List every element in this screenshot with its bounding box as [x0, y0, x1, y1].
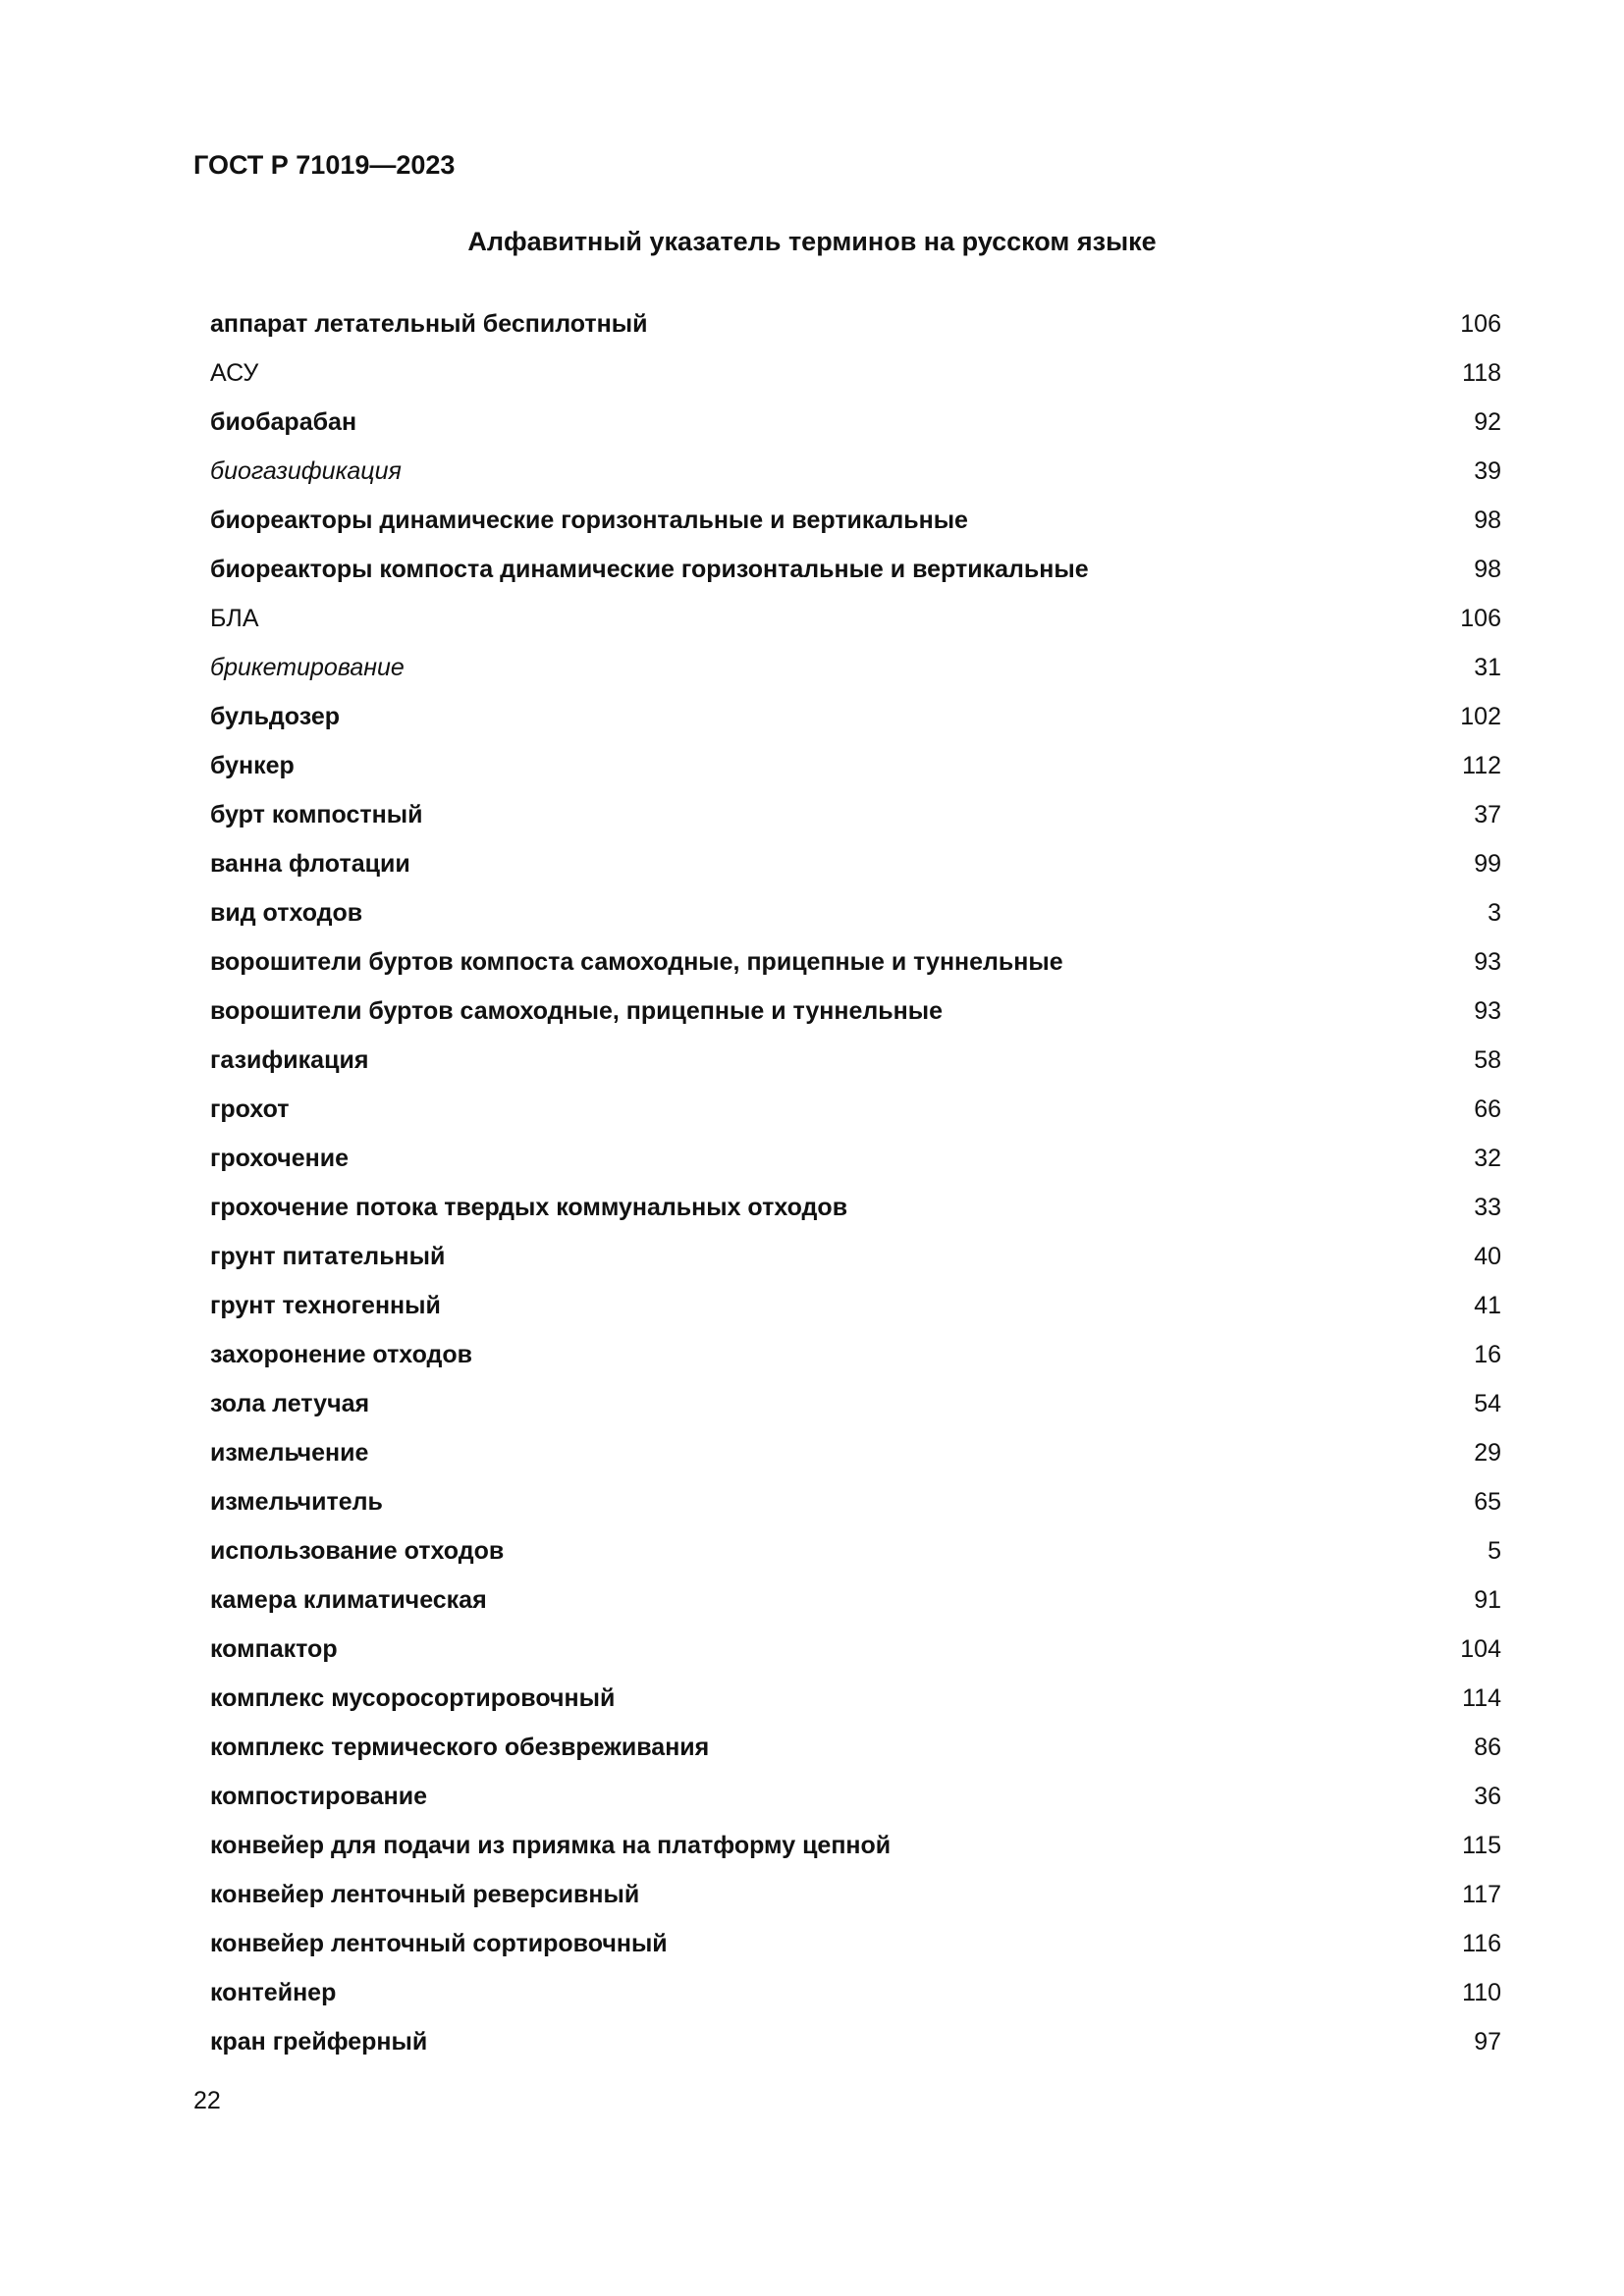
index-term-number: 31 — [1474, 654, 1501, 681]
index-entry — [210, 790, 1501, 839]
index-entry — [210, 1036, 1501, 1085]
index-term: ванна флотации — [210, 850, 410, 878]
index-term-number: 118 — [1462, 359, 1501, 387]
index-term-number: 91 — [1474, 1586, 1501, 1614]
index-entry — [210, 496, 1501, 545]
index-term-number: 39 — [1474, 457, 1501, 485]
index-term: использование отходов — [210, 1537, 505, 1565]
index-entry — [210, 1379, 1501, 1428]
index-entry — [210, 937, 1501, 987]
index-term-number: 92 — [1474, 408, 1501, 436]
index-entry — [210, 1085, 1501, 1134]
index-term: грохочение потока твердых коммунальных отходов — [210, 1194, 848, 1221]
index-term: измельчение — [210, 1439, 369, 1467]
index-term-number: 93 — [1474, 948, 1501, 976]
index-term: кран грейферный — [210, 2028, 428, 2056]
index-term: грунт питательный — [210, 1243, 446, 1270]
index-term-number: 3 — [1488, 899, 1501, 927]
index-term-number: 54 — [1474, 1390, 1501, 1417]
index-term: контейнер — [210, 1979, 337, 2006]
term-index-list — [210, 299, 1501, 2066]
index-entry — [210, 1428, 1501, 1477]
index-entry — [210, 545, 1501, 594]
index-term: бульдозер — [210, 703, 341, 730]
index-entry — [210, 839, 1501, 888]
index-term: бурт компостный — [210, 801, 423, 828]
index-term: конвейер ленточный реверсивный — [210, 1881, 640, 1908]
index-entry — [210, 1674, 1501, 1723]
index-term: брикетирование — [210, 654, 405, 681]
index-title: Алфавитный указатель терминов на русском языке — [467, 227, 1157, 256]
index-entry — [210, 1330, 1501, 1379]
index-term-number: 117 — [1462, 1881, 1501, 1908]
index-entry — [210, 1723, 1501, 1772]
index-term: компактор — [210, 1635, 338, 1663]
index-term: камера климатическая — [210, 1586, 487, 1614]
index-term-number: 16 — [1474, 1341, 1501, 1368]
index-term-number: 41 — [1474, 1292, 1501, 1319]
index-term-number: 104 — [1460, 1635, 1501, 1663]
page-number: 22 — [193, 2087, 221, 2114]
index-term-number: 116 — [1462, 1930, 1501, 1957]
index-entry — [210, 1772, 1501, 1821]
index-term-number: 58 — [1474, 1046, 1501, 1074]
index-term-number: 29 — [1474, 1439, 1501, 1467]
index-term: комплекс термического обезвреживания — [210, 1734, 710, 1761]
index-term: конвейер для подачи из приямка на платформу цепной — [210, 1832, 892, 1859]
index-term: грунт техногенный — [210, 1292, 441, 1319]
index-term: компостирование — [210, 1783, 428, 1810]
index-term: газификация — [210, 1046, 369, 1074]
index-term-number: 97 — [1474, 2028, 1501, 2056]
index-term: вид отходов — [210, 899, 363, 927]
index-entry — [210, 1183, 1501, 1232]
index-term-number: 114 — [1462, 1684, 1501, 1712]
index-term: комплекс мусоросортировочный — [210, 1684, 616, 1712]
index-term-number: 86 — [1474, 1734, 1501, 1761]
index-term: АСУ — [210, 359, 259, 387]
index-term: биореакторы динамические горизонтальные и вертикальные — [210, 507, 968, 534]
index-term: биореакторы компоста динамические горизонтальные и вертикальные — [210, 556, 1089, 583]
index-term-number: 112 — [1462, 752, 1501, 779]
index-term-number: 98 — [1474, 507, 1501, 534]
index-term-number: 110 — [1462, 1979, 1501, 2006]
index-term-number: 93 — [1474, 997, 1501, 1025]
index-term-number: 32 — [1474, 1145, 1501, 1172]
index-term: конвейер ленточный сортировочный — [210, 1930, 668, 1957]
index-entry — [210, 1477, 1501, 1526]
index-entry — [210, 1575, 1501, 1625]
index-entry — [210, 692, 1501, 741]
index-entry — [210, 447, 1501, 496]
index-entry — [210, 1968, 1501, 2017]
index-entry — [210, 1526, 1501, 1575]
index-entry — [210, 398, 1501, 447]
index-term: зола летучая — [210, 1390, 370, 1417]
index-entry — [210, 643, 1501, 692]
index-entry — [210, 1625, 1501, 1674]
index-entry — [210, 594, 1501, 643]
index-term: биобарабан — [210, 408, 357, 436]
index-entry — [210, 1281, 1501, 1330]
index-term-number: 5 — [1488, 1537, 1501, 1565]
index-term-number: 106 — [1460, 310, 1501, 338]
index-term: биогазификация — [210, 457, 402, 485]
index-term-number: 99 — [1474, 850, 1501, 878]
index-term-number: 102 — [1460, 703, 1501, 730]
index-term-number: 33 — [1474, 1194, 1501, 1221]
index-term: ворошители буртов компоста самоходные, прицепные и туннельные — [210, 948, 1063, 976]
index-entry — [210, 987, 1501, 1036]
index-entry — [210, 1821, 1501, 1870]
index-term-number: 40 — [1474, 1243, 1501, 1270]
index-entry — [210, 741, 1501, 790]
index-term: бункер — [210, 752, 295, 779]
index-term: ворошители буртов самоходные, прицепные и туннельные — [210, 997, 943, 1025]
index-term: грохот — [210, 1095, 290, 1123]
index-term-number: 106 — [1460, 605, 1501, 632]
index-term-number: 36 — [1474, 1783, 1501, 1810]
index-term: захоронение отходов — [210, 1341, 473, 1368]
index-entry — [210, 1919, 1501, 1968]
index-term: аппарат летательный беспилотный — [210, 310, 648, 338]
document-code: ГОСТ Р 71019—2023 — [193, 150, 456, 180]
index-entry — [210, 1232, 1501, 1281]
index-term-number: 98 — [1474, 556, 1501, 583]
index-entry — [210, 2017, 1501, 2066]
index-term: БЛА — [210, 605, 259, 632]
index-entry — [210, 299, 1501, 348]
index-term: грохочение — [210, 1145, 350, 1172]
index-term-number: 115 — [1462, 1832, 1501, 1859]
index-term-number: 66 — [1474, 1095, 1501, 1123]
index-entry — [210, 1134, 1501, 1183]
index-term: измельчитель — [210, 1488, 383, 1516]
index-entry — [210, 348, 1501, 398]
index-term-number: 65 — [1474, 1488, 1501, 1516]
index-term-number: 37 — [1474, 801, 1501, 828]
index-entry — [210, 1870, 1501, 1919]
index-entry — [210, 888, 1501, 937]
